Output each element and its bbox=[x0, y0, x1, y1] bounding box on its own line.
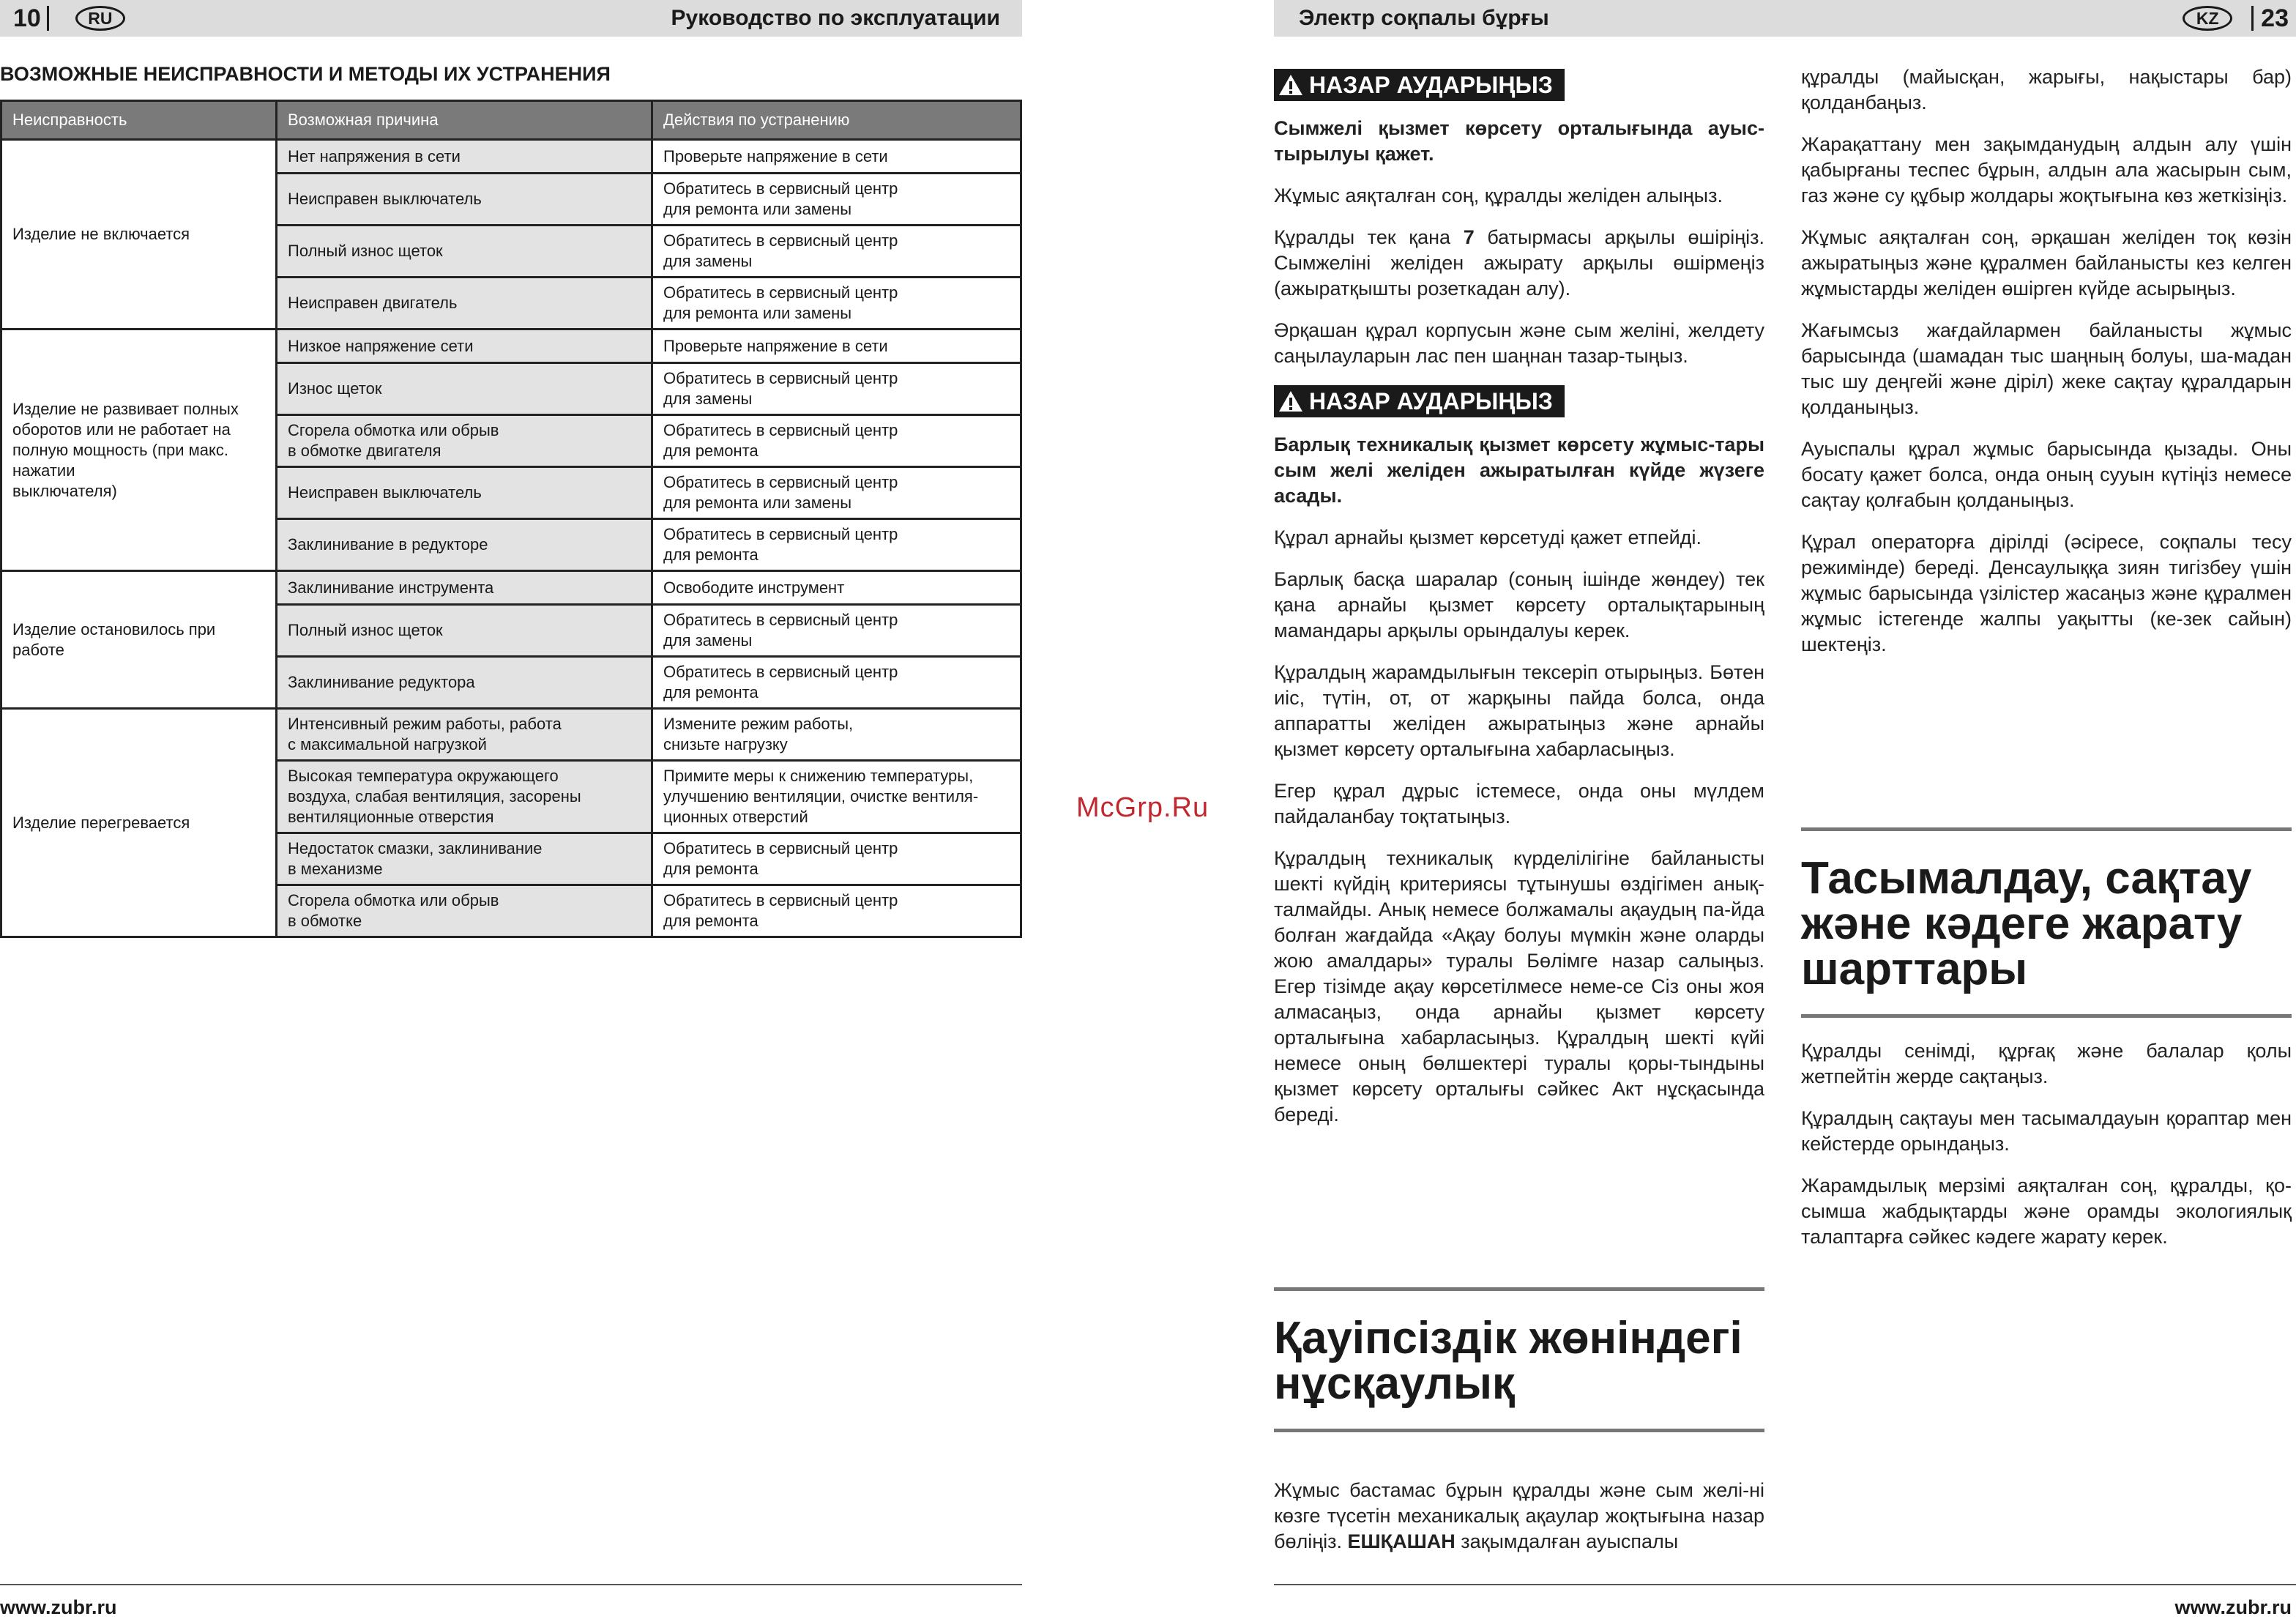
safety-intro bbox=[1274, 1478, 1764, 1571]
header-divider bbox=[47, 6, 49, 31]
cause-cell: Высокая температура окружающего воздуха, слабая вентиляция, засорены вентиляционные отверстия bbox=[277, 761, 652, 833]
fault-cell: Изделие остановилось при работе bbox=[1, 571, 277, 709]
transport-section-title: Тасымалдау, сақтау және кәдеге жарату шарттары bbox=[1801, 827, 2292, 1018]
fault-cell: Изделие перегревается bbox=[1, 709, 277, 937]
table-row bbox=[1, 140, 1021, 174]
action-cell: Обратитесь в сервисный центр для ремонта bbox=[652, 833, 1021, 885]
column-header-fault: Неисправность bbox=[1, 101, 277, 140]
paragraph bbox=[1274, 225, 1764, 302]
warning-text: Сымжелі қызмет көрсету орталығында ауыс-тырылуы қажет. bbox=[1274, 117, 1764, 165]
cause-cell: Интенсивный режим работы, работа с максимальной нагрузкой bbox=[277, 709, 652, 761]
text-run: Құралды тек қана bbox=[1274, 226, 1464, 248]
paragraph: Жұмыс аяқталған соң, құралды желіден алыңыз. bbox=[1274, 185, 1723, 206]
paragraph: құралды (майысқан, жарығы, нақыстары бар) қолданбаңыз. bbox=[1801, 66, 2292, 113]
right-footer-url[interactable]: www.zubr.ru bbox=[2174, 1596, 2292, 1618]
left-footer-url[interactable]: www.zubr.ru bbox=[0, 1596, 117, 1618]
paragraph: Жарамдылық мерзімі аяқталған соң, құралды, қо-сымша жабдықтарды және орамды экологиялық талаптарға сәйкес кәдеге жарату керек. bbox=[1801, 1175, 2292, 1248]
emphasis: ЕШҚАШАН bbox=[1347, 1530, 1456, 1552]
action-cell: Обратитесь в сервисный центр для ремонта или замены bbox=[652, 174, 1021, 226]
action-cell: Примите меры к снижению температуры, улучшению вентиляции, очистке вентиля- ционных отверстий bbox=[652, 761, 1021, 833]
table-header-row bbox=[1, 101, 1021, 140]
lang-badge-ru: RU bbox=[75, 6, 125, 31]
paragraph: Жарақаттану мен зақымданудың алдын алу үшін қабырғаны теспес бұрын, алдын ала жасырын сым, газ және су құбыр жолдары жоқтығына көз жеткізіңіз. bbox=[1801, 133, 2292, 206]
right-column-2 bbox=[1801, 64, 2292, 674]
table-row bbox=[1, 330, 1021, 363]
paragraph: Құрал арнайы қызмет көрсетуді қажет етпейді. bbox=[1274, 526, 1702, 548]
cause-cell: Неисправен двигатель bbox=[277, 278, 652, 330]
cause-cell: Заклинивание в редукторе bbox=[277, 519, 652, 571]
troubleshooting-title: ВОЗМОЖНЫЕ НЕИСПРАВНОСТИ И МЕТОДЫ ИХ УСТРАНЕНИЯ bbox=[0, 63, 611, 85]
action-cell: Освободите инструмент bbox=[652, 571, 1021, 605]
cause-cell: Износ щеток bbox=[277, 363, 652, 415]
left-page-number: 10 bbox=[13, 4, 41, 32]
paragraph: Жағымсыз жағдайлармен байланысты жұмыс барысында (шамадан тыс шаңның болуы, ша-мадан тыс шу деңгейі және діріл) жеке сақтау құралдарын қолданыңыз. bbox=[1801, 319, 2292, 418]
right-column-1 bbox=[1274, 69, 1764, 1144]
paragraph: Ауыспалы құрал жұмыс барысында қызады. Оны босату қажет болса, онда оның сууын күтіңіз немесе сақтау қолғабын қолданыңыз. bbox=[1801, 438, 2292, 511]
action-cell: Обратитесь в сервисный центр для ремонта или замены bbox=[652, 467, 1021, 519]
action-cell: Проверьте напряжение в сети bbox=[652, 140, 1021, 174]
watermark: McGrp.Ru bbox=[1076, 792, 1210, 823]
lang-badge-kz: KZ bbox=[2183, 6, 2232, 31]
cause-cell: Нет напряжения в сети bbox=[277, 140, 652, 174]
right-header-title: Электр соқпалы бұрғы bbox=[1299, 6, 1549, 30]
table-row bbox=[1, 709, 1021, 761]
fault-cell: Изделие не включается bbox=[1, 140, 277, 330]
right-footer-rule bbox=[1274, 1584, 2296, 1585]
paragraph bbox=[1274, 1478, 1764, 1555]
left-page-header bbox=[0, 0, 1022, 37]
action-cell: Измените режим работы, снизьте нагрузку bbox=[652, 709, 1021, 761]
warning-banner bbox=[1274, 69, 1565, 101]
action-cell: Обратитесь в сервисный центр для ремонта или замены bbox=[652, 278, 1021, 330]
troubleshooting-table bbox=[0, 100, 1022, 938]
paragraph: Құралдың сақтауы мен тасымалдауын қораптар мен кейстерде орындаңыз. bbox=[1801, 1107, 2292, 1155]
paragraph: Әрқашан құрал корпусын және сым желіні, желдету саңылауларын лас пен шаңнан тазар-тыңыз. bbox=[1274, 319, 1764, 367]
button-number: 7 bbox=[1463, 226, 1475, 248]
header-divider bbox=[2251, 6, 2254, 31]
cause-cell: Полный износ щеток bbox=[277, 605, 652, 657]
action-cell: Обратитесь в сервисный центр для ремонта bbox=[652, 415, 1021, 467]
action-cell: Обратитесь в сервисный центр для ремонта bbox=[652, 657, 1021, 709]
left-footer-rule bbox=[0, 1584, 1022, 1585]
left-header-title: Руководство по эксплуатации bbox=[671, 6, 1000, 30]
column-header-cause: Возможная причина bbox=[277, 101, 652, 140]
paragraph: Құралдың жарамдылығын тексеріп отырыңыз. Бөтен иіс, түтін, от, от жарқыны пайда болса, онда аппаратты желіден ажыратыңыз және арнайы қызмет көрсету орталығына хабарласыңыз. bbox=[1274, 661, 1764, 760]
right-page-number: 23 bbox=[2261, 4, 2289, 32]
text-run: зақымдалған ауыспалы bbox=[1455, 1530, 1679, 1552]
action-cell: Обратитесь в сервисный центр для замены bbox=[652, 605, 1021, 657]
cause-cell: Неисправен выключатель bbox=[277, 174, 652, 226]
warning-label: НАЗАР АУДАРЫҢЫЗ bbox=[1309, 72, 1553, 98]
warning-label: НАЗАР АУДАРЫҢЫЗ bbox=[1309, 388, 1553, 414]
paragraph: Құралды сенімді, құрғақ және балалар қолы жетпейтін жерде сақтаңыз. bbox=[1801, 1040, 2292, 1087]
warning-text: Барлық техникалық қызмет көрсету жұмыс-тары сым желі желіден ажыратылған күйде жүзеге асады. bbox=[1274, 433, 1764, 507]
action-cell: Обратитесь в сервисный центр для замены bbox=[652, 363, 1021, 415]
paragraph: Құрал операторға дірілді (әсіресе, соқпалы тесу режимінде) береді. Денсаулыққа зиян тигізбеу үшін жұмыс барысында үзілістер жасаңыз және құралмен жұмыс істегенде жалпы уақытты (ке-зек сайын) шектеңіз. bbox=[1801, 531, 2292, 655]
action-cell: Обратитесь в сервисный центр для замены bbox=[652, 226, 1021, 278]
paragraph: Барлық басқа шаралар (соның ішінде жөндеу) тек қана арнайы қызмет көрсету орталықтарының мамандары арқылы орындалуы керек. bbox=[1274, 568, 1764, 641]
table-body bbox=[1, 140, 1021, 937]
text-run: Жұмыс бастамас бұрын құралды және сым желі-ні көзге түсетін механикалық ақаулар жоқтығына назар бөліңіз. bbox=[1274, 1479, 1764, 1552]
table-row bbox=[1, 571, 1021, 605]
cause-cell: Недостаток смазки, заклинивание в механизме bbox=[277, 833, 652, 885]
text-run: батырмасы арқылы өшіріңіз. Сымжеліні желіден ажырату арқылы өшірмеңіз (ажыратқышты розеткадан алу). bbox=[1274, 226, 1765, 299]
cause-cell: Заклинивание инструмента bbox=[277, 571, 652, 605]
paragraph: Құралдың техникалық күрделілігіне байланысты шекті күйдің критерияcы тұтынушы өздігімен анық-талмайды. Анық немесе болжамалы ақаудың па-йда болған жағдайда «Ақау болуы мүмкін және оларды жою амалдары» туралы Бөлімге назар салыңыз. Егер тізімде ақау көрсетілмесе неме-се Сіз оны жоя алмасаңыз, онда арнайы қызмет көрсету орталығына хабарласыңыз. Құралдың шекті күйі немесе оның бөлшектері туралы қоры-тындыны қызмет көрсету орталығы сәйкес Акт нұсқасында береді. bbox=[1274, 847, 1764, 1125]
action-cell: Проверьте напряжение в сети bbox=[652, 330, 1021, 363]
cause-cell: Сгорела обмотка или обрыв в обмотке bbox=[277, 885, 652, 937]
transport-text bbox=[1801, 1038, 2292, 1266]
warning-banner bbox=[1274, 385, 1565, 417]
cause-cell: Полный износ щеток bbox=[277, 226, 652, 278]
cause-cell: Заклинивание редуктора bbox=[277, 657, 652, 709]
right-page-header bbox=[1274, 0, 2296, 37]
paragraph: Жұмыс аяқталған соң, әрқашан желіден тоқ көзін ажыратыңыз және құралмен байланысты кез келген жұмыстарды желіден өшірген күйде асырыңыз. bbox=[1801, 226, 2292, 299]
cause-cell: Неисправен выключатель bbox=[277, 467, 652, 519]
warning-icon bbox=[1278, 74, 1303, 96]
action-cell: Обратитесь в сервисный центр для ремонта bbox=[652, 519, 1021, 571]
safety-section-title: Қауіпсіздік жөніндегі нұсқаулық bbox=[1274, 1287, 1764, 1432]
cause-cell: Низкое напряжение сети bbox=[277, 330, 652, 363]
paragraph: Егер құрал дұрыс істемесе, онда оны мүлдем пайдаланбау тоқтатыңыз. bbox=[1274, 780, 1764, 827]
cause-cell: Сгорела обмотка или обрыв в обмотке двигателя bbox=[277, 415, 652, 467]
warning-icon bbox=[1278, 390, 1303, 412]
action-cell: Обратитесь в сервисный центр для ремонта bbox=[652, 885, 1021, 937]
fault-cell: Изделие не развивает полных оборотов или не работает на полную мощность (при макс. нажатии выключателя) bbox=[1, 330, 277, 571]
column-header-action: Действия по устранению bbox=[652, 101, 1021, 140]
